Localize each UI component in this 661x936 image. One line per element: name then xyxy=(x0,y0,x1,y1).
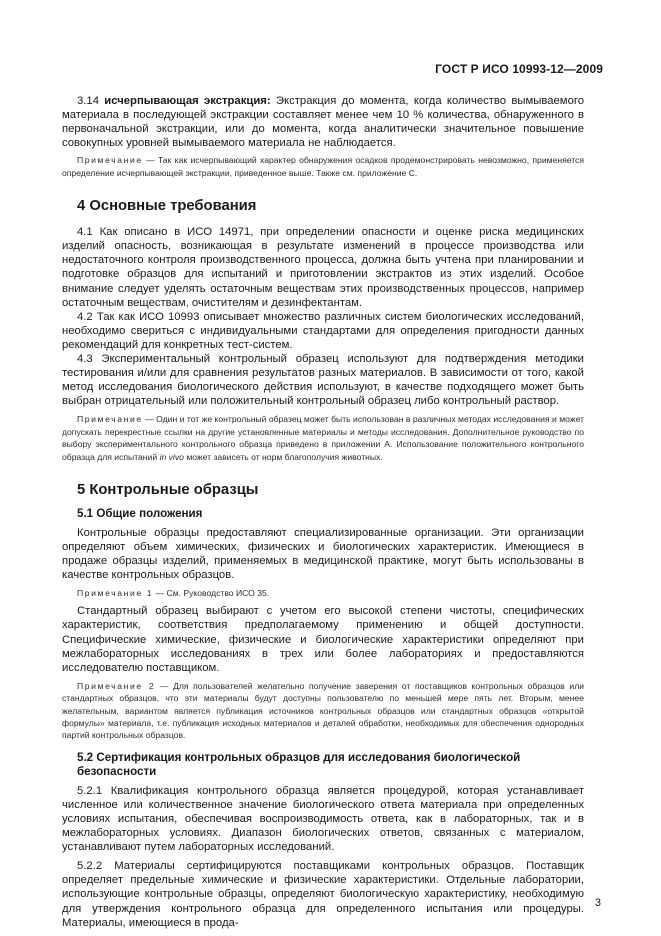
subsection-5-2-title: 5.2 Сертификация контрольных образцов для исследования биологической безопасности xyxy=(77,750,521,779)
document-header: ГОСТ Р ИСО 10993-12—2009 xyxy=(435,62,603,76)
note-text: — Для пользователей желательно получение заверения от поставщиков контрольных образцов или стандартных образцов, что эти материалы будут доступны пользователю по меньшей мере пять лет. Вторым, менее желательным, вариантом является публикация источников контрольных образцов или стандартных образцов «открытой формулы» материала, т.е. публикация исходных материалов и деталей обработки, необходимых для обеспечения однородных партий контрольных образцов. xyxy=(62,680,585,741)
note-label: Примечание xyxy=(77,414,143,425)
term-number: 3.14 xyxy=(77,95,99,107)
paragraph-4-2: 4.2 Так как ИСО 10993 описывает множество различных систем биологических исследований, необходимо свериться с индивидуальными стандартами для определения пригодности данных рекомендаций для конкретных тест-систем. xyxy=(62,310,584,351)
note-italic: in vivo xyxy=(159,451,184,462)
term-definition: Экстракция до момента, когда количество вымываемого материала в последующей экстракции составляет менее чем 10 % количества, обнаруженного в первоначальной экстракции, или до момента, когда аналитически значительное повышение совокупных уровней вымываемого материала не наблюдается. xyxy=(62,95,585,150)
note-label: Примечание 2 xyxy=(77,680,156,691)
section-5-title: 5 Контрольные образцы xyxy=(77,482,259,499)
paragraph-5-2-2: 5.2.2 Материалы сертифицируются поставщиками контрольных образцов. Поставщик определяет предельные химические и физические характеристики. Отдельные лаборатории, использующие контрольные образцы, определяют биологическую характеристику, необходимую для утверждения контрольного образца для определенного испытания или процедуры. Материалы, имеющиеся в прода- xyxy=(62,860,584,929)
note-3-14 xyxy=(62,154,584,179)
note-5-1-2 xyxy=(62,680,584,742)
paragraph-5-1-a: Контрольные образцы предоставляют специализированные организации. Эти организации определяют объем химических, физических и биологических характеристик. Имеющиеся в продаже образцы изделий, применяемых в медицинской практике, могут быть использованы в качестве контрольных образцов. xyxy=(62,526,584,581)
term-name: исчерпывающая экстракция: xyxy=(104,95,271,107)
note-text-a: — Один и тот же контрольный образец может быть использован в различных методах исследования и может допускать перекрестные ссылки на другие установленные материалы и методы исследования. Дополнительное руководство по выбору экспериментального контрольного образца приведено в приложении А. Использование положительного контрольного образца для испытаний xyxy=(62,414,584,462)
paragraph-5-2-1: 5.2.1 Квалификация контрольного образца является процедурой, которая устанавливает численное или количественное значение биологического ответа материала при определенных условиях испытания, обеспечивая воспроизводимость ответа, как в лабораторных, так и в межлабораторных условиях. Диапазон биологических ответов, связанных с материалом, устанавливают путем лабораторных исследований. xyxy=(62,784,584,854)
note-5-1-1 xyxy=(62,587,584,599)
section-4-title: 4 Основные требования xyxy=(77,198,257,215)
paragraph-4-1: 4.1 Как описано в ИСО 14971, при определении опасности и оценке риска медицинских изделий опасность, возникающая в результате изменений в процессе производства или недостаточного контроля производственного процесса, должна быть учтена при планировании и подготовке образцов для испытаний и приготовлении экстрактов из этих изделий. Особое внимание следует уделять остаточным веществам этих производственных процессов, например остаточным веществам, очистителям и дезинфектантам. xyxy=(62,226,584,309)
page-number: 3 xyxy=(594,897,601,909)
paragraph-4-3: 4.3 Экспериментальный контрольный образец используют для подтверждения методики тестирования и/или для сравнения результатов разных материалов. В зависимости от того, какой метод исследования биологического действия используют, в качестве подходящего может быть выбран отрицательный или положительный контрольный образец либо контрольный раствор. xyxy=(62,353,584,408)
note-4-3 xyxy=(62,413,584,463)
note-label: Примечание xyxy=(77,155,143,166)
paragraph-5-1-b: Стандартный образец выбирают с учетом его высокой степени чистоты, специфических характеристик, соответствия предполагаемому применению и общей доступности. Специфические химические, физические и биологические характеристики определяют при межлабораторных исследованиях в трех или более лабораториях и предоставляются исследователю поставщиком. xyxy=(62,605,584,674)
note-text: — Так как исчерпывающий характер обнаружения осадков продемонстрировать невозможно, применяется определение исчерпывающей экстракции, приведенное выше. Также см. приложение С. xyxy=(62,155,585,178)
page-content xyxy=(62,94,584,930)
term-3-14 xyxy=(62,94,584,150)
note-text: — См. Руководство ИСО 35. xyxy=(155,587,270,598)
subsection-5-1-title: 5.1 Общие положения xyxy=(77,507,203,521)
note-label: Примечание 1 xyxy=(77,587,154,598)
note-text-b: может зависеть от норм благополучия животных. xyxy=(186,451,383,462)
